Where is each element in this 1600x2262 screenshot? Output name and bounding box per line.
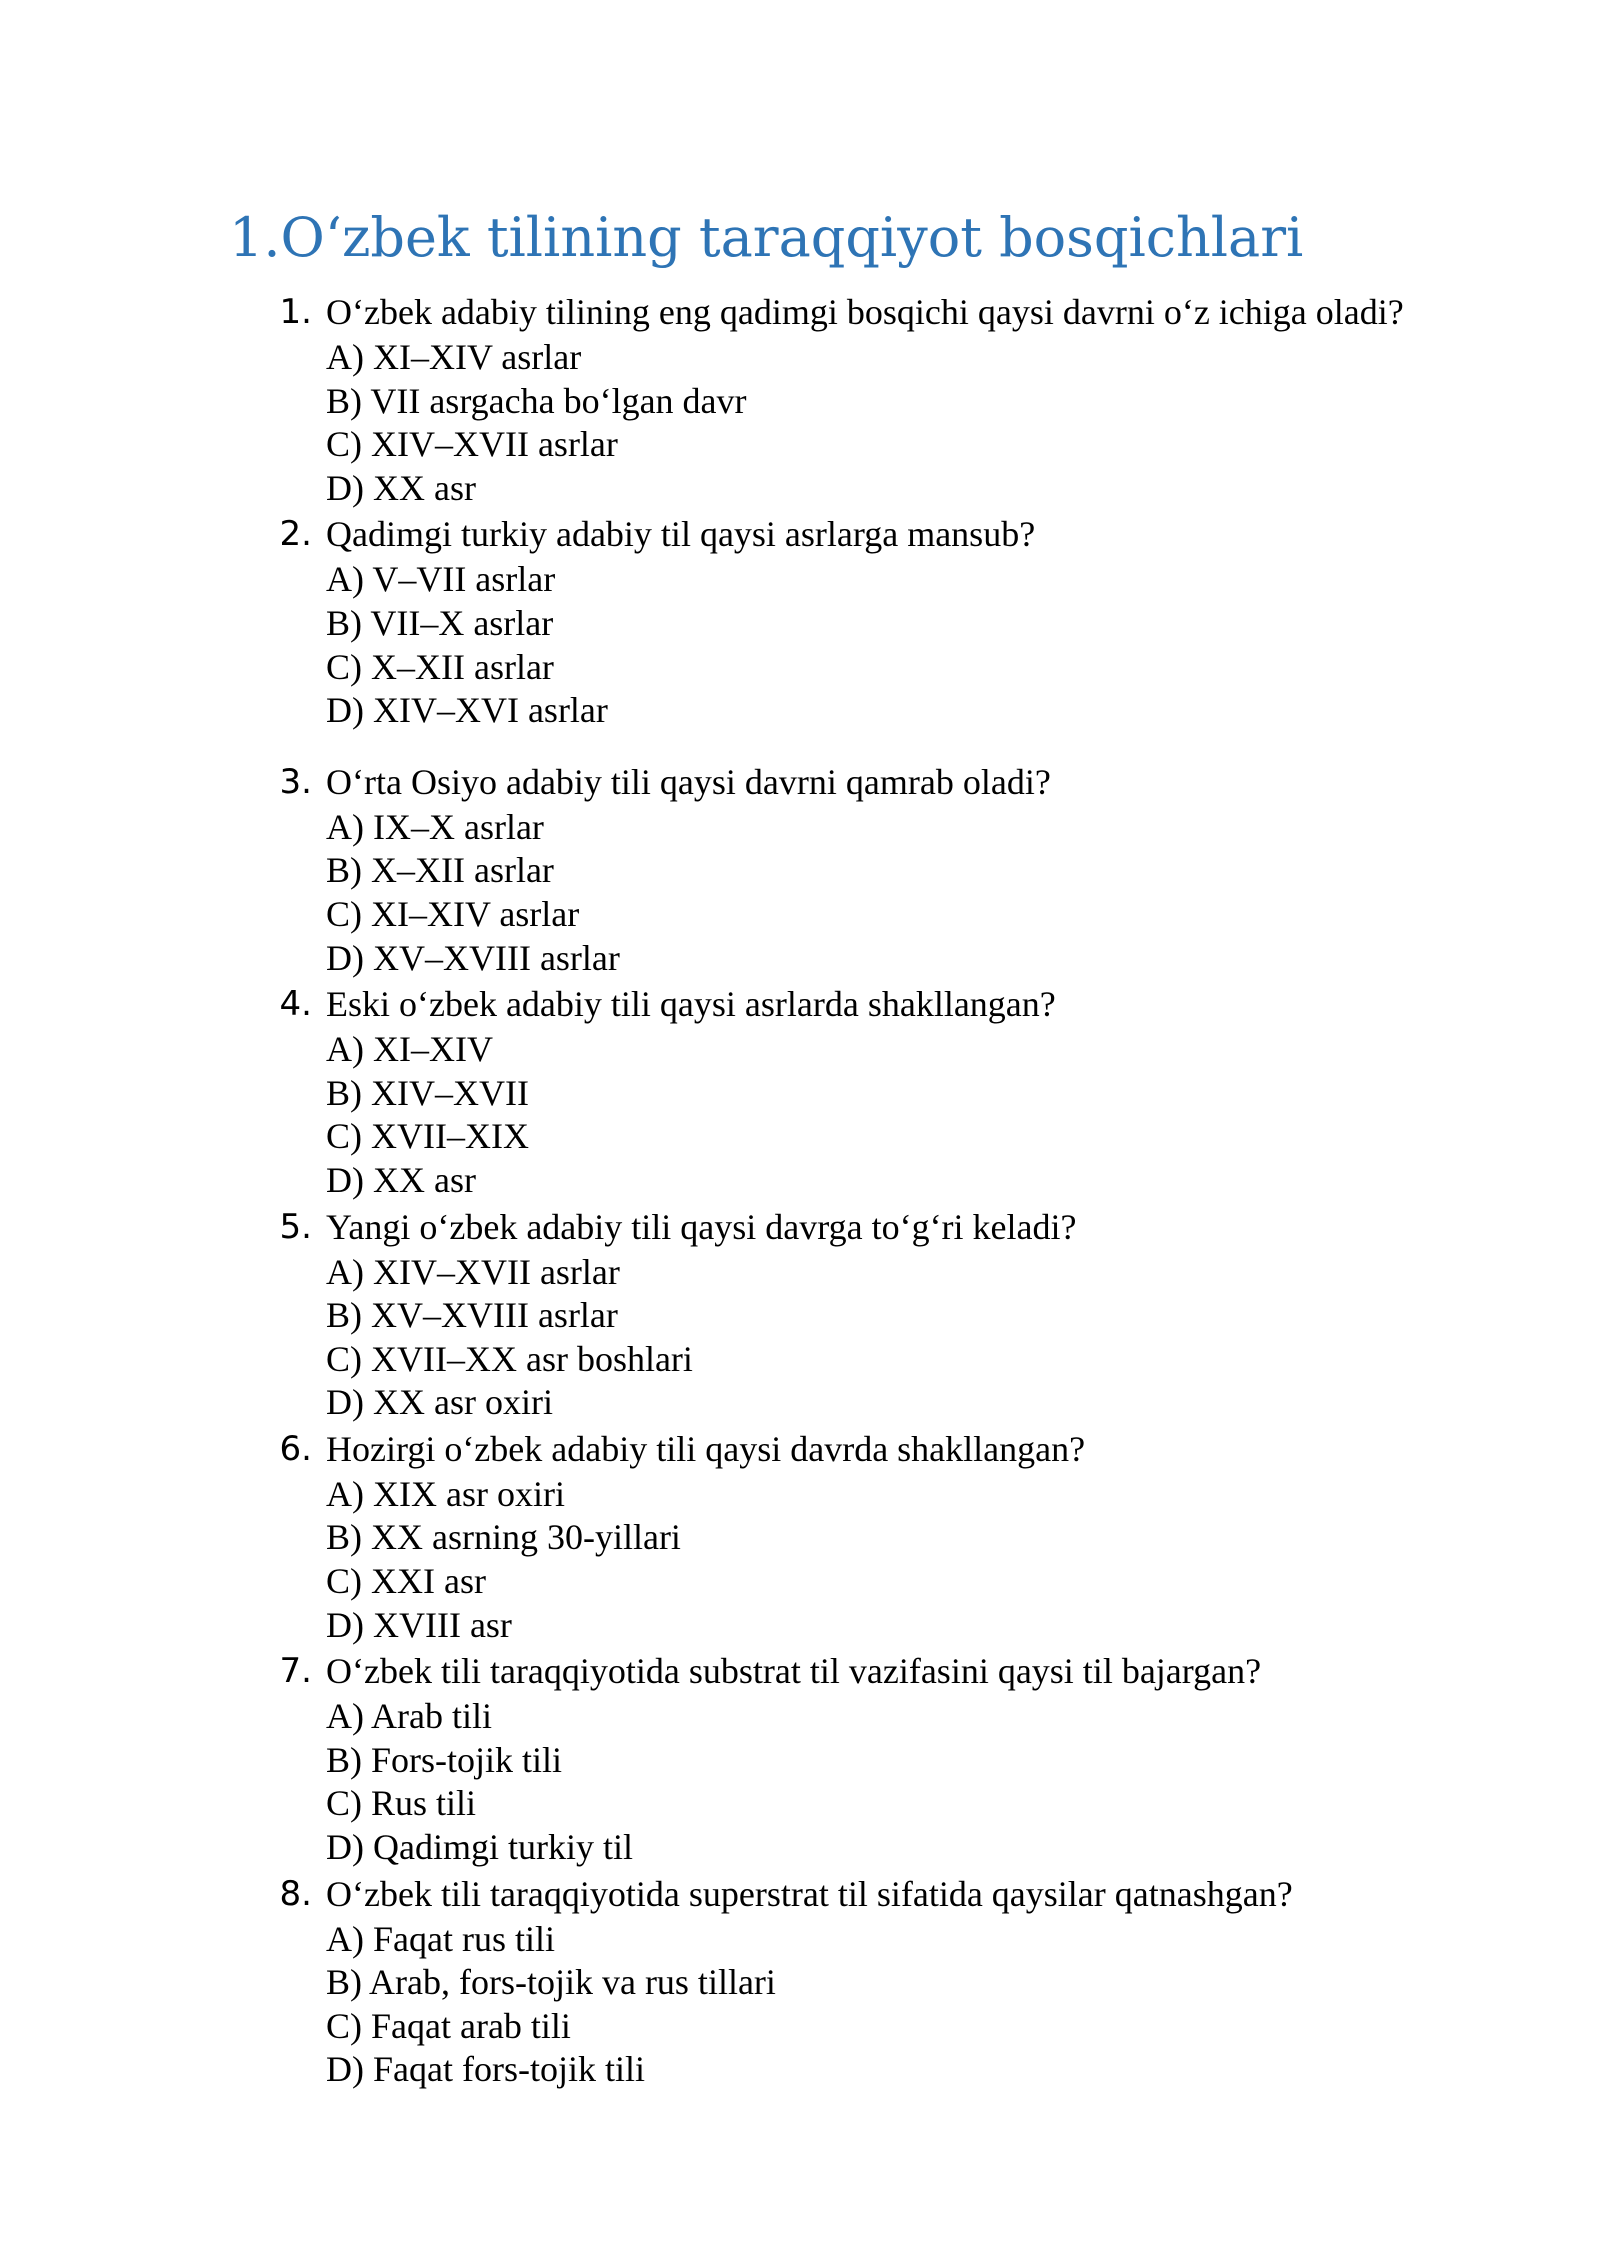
answer-option: D) XV–XVIII asrlar xyxy=(326,937,620,978)
question-text: Qadimgi turkiy adabiy til qaysi asrlarga mansub? xyxy=(326,514,1036,555)
question-number: 8. xyxy=(279,1873,312,1914)
question-number: 5. xyxy=(279,1206,312,1247)
answer-options xyxy=(0,558,1600,732)
answer-option: A) XIX asr oxiri xyxy=(326,1473,565,1514)
answer-option: C) XVII–XIX xyxy=(326,1116,529,1157)
question-item xyxy=(0,980,1600,1202)
answer-option: D) Qadimgi turkiy til xyxy=(326,1827,633,1868)
question-item xyxy=(0,288,1600,510)
answer-options xyxy=(0,1028,1600,1202)
answer-option: A) IX–X asrlar xyxy=(326,806,544,847)
answer-option: D) XX asr oxiri xyxy=(326,1382,553,1423)
question-number: 1. xyxy=(279,292,312,332)
answer-option: D) XX asr xyxy=(326,1159,476,1200)
answer-option: D) Faqat fors-tojik tili xyxy=(326,2049,645,2090)
question-text: Oʻzbek tili taraqqiyotida superstrat til sifatida qaysilar qatnashgan? xyxy=(326,1873,1293,1914)
answer-option: B) X–XII asrlar xyxy=(326,850,554,891)
answer-options xyxy=(0,1695,1600,1869)
answer-option: D) XIV–XVI asrlar xyxy=(326,690,608,731)
question-item xyxy=(0,510,1600,732)
answer-option: A) Arab tili xyxy=(326,1696,492,1737)
answer-option: A) V–VII asrlar xyxy=(326,559,556,600)
answer-option: B) VII–X asrlar xyxy=(326,602,554,643)
question-text: Oʻzbek adabiy tilining eng qadimgi bosqichi qaysi davrni oʻz ichiga oladi? xyxy=(326,292,1404,332)
question-item xyxy=(0,1203,1600,1425)
question-item xyxy=(0,758,1600,980)
question-text: Oʻrta Osiyo adabiy tili qaysi davrni qamrab oladi? xyxy=(326,761,1051,802)
question-list xyxy=(0,288,1600,2092)
question-item xyxy=(0,1425,1600,1647)
answer-options xyxy=(0,1918,1600,2092)
question-item xyxy=(0,1870,1600,2092)
answer-option: D) XVIII asr xyxy=(326,1604,512,1645)
answer-options xyxy=(0,1473,1600,1647)
answer-option: A) XIV–XVII asrlar xyxy=(326,1251,620,1292)
answer-options xyxy=(0,806,1600,980)
answer-option: A) Faqat rus tili xyxy=(326,1918,555,1959)
answer-option: C) XI–XIV asrlar xyxy=(326,893,580,934)
answer-option: B) VII asrgacha boʻlgan davr xyxy=(326,380,747,421)
answer-option: B) XIV–XVII xyxy=(326,1072,529,1113)
page-title: 1.Oʻzbek tilining taraqqiyot bosqichlari xyxy=(229,206,1304,269)
answer-option: A) XI–XIV asrlar xyxy=(326,337,582,377)
question-number: 4. xyxy=(279,984,312,1025)
question-text: Oʻzbek tili taraqqiyotida substrat til vazifasini qaysi til bajargan? xyxy=(326,1651,1262,1692)
answer-option: B) Fors-tojik tili xyxy=(326,1739,563,1780)
question-number: 7. xyxy=(279,1651,312,1692)
answer-options xyxy=(0,336,1600,510)
answer-option: C) XVII–XX asr boshlari xyxy=(326,1338,693,1379)
answer-option: A) XI–XIV xyxy=(326,1029,493,1070)
question-text: Eski oʻzbek adabiy tili qaysi asrlarda shakllangan? xyxy=(326,984,1056,1025)
question-number: 6. xyxy=(279,1428,312,1469)
question-text: Hozirgi oʻzbek adabiy tili qaysi davrda shakllangan? xyxy=(326,1428,1086,1469)
answer-options xyxy=(0,1251,1600,1425)
answer-option: C) Rus tili xyxy=(326,1783,477,1824)
answer-option: C) XXI asr xyxy=(326,1561,486,1602)
answer-option: D) XX asr xyxy=(326,467,476,508)
answer-option: C) XIV–XVII asrlar xyxy=(326,424,618,465)
answer-option: B) Arab, fors-tojik va rus tillari xyxy=(326,1962,776,2003)
answer-option: C) Faqat arab tili xyxy=(326,2005,571,2046)
question-number: 3. xyxy=(279,761,312,802)
question-text: Yangi oʻzbek adabiy tili qaysi davrga toʻgʻri keladi? xyxy=(326,1206,1077,1247)
answer-option: B) XX asrning 30-yillari xyxy=(326,1517,681,1558)
question-item xyxy=(0,1647,1600,1869)
answer-option: C) X–XII asrlar xyxy=(326,646,554,687)
question-number: 2. xyxy=(279,514,312,555)
answer-option: B) XV–XVIII asrlar xyxy=(326,1295,618,1336)
